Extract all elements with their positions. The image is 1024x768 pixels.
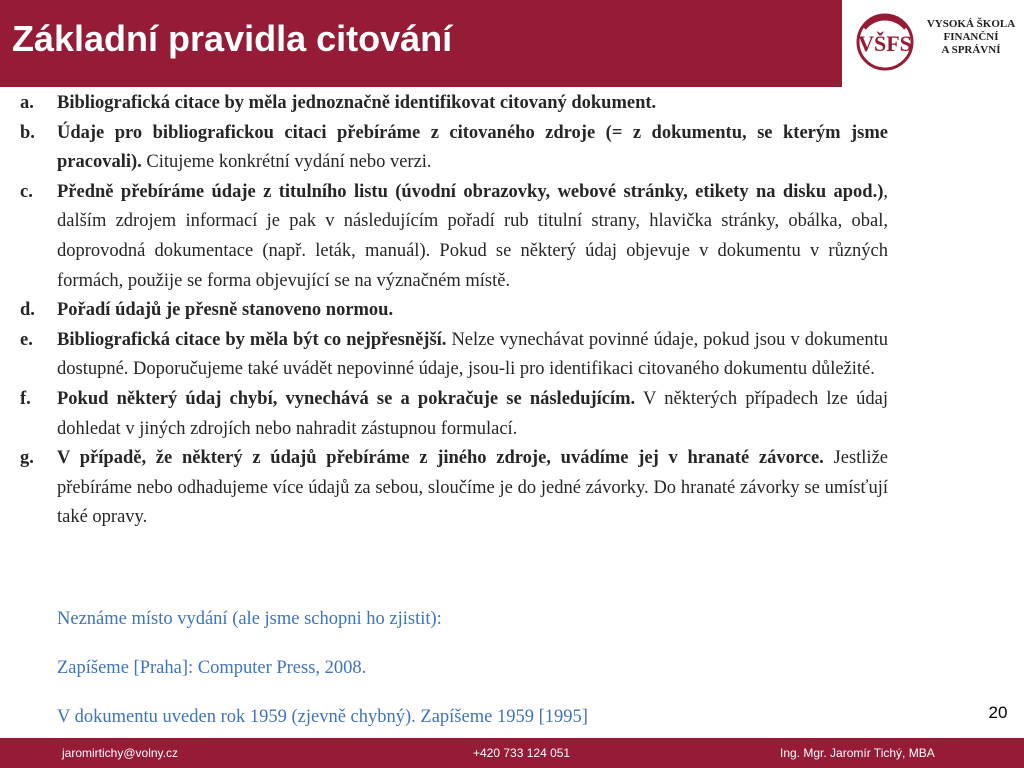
logo-line-2: FINANČNÍ: [943, 31, 999, 43]
example-line-2: Zapíšeme [Praha]: Computer Press, 2008.: [57, 658, 367, 678]
rule-item-f: [20, 385, 888, 444]
logo-text: [922, 18, 1020, 57]
footer-phone: +420 733 124 051: [473, 746, 571, 760]
rule-item-g: [20, 444, 888, 533]
page-number: 20: [988, 703, 1008, 722]
rule-text: Citujeme konkrétní vydání nebo verzi.: [141, 152, 432, 173]
logo-mark-text: VŠFS: [858, 31, 912, 56]
slide-footer: [0, 738, 1024, 768]
rule-text: Jestliže přebíráme nebo odhadujeme více údajů za sebou, sloučíme je do jedné závorky. Do hranaté závorky se umísťují také opravy.: [57, 448, 888, 528]
footer-email: jaromirtichy@volny.cz: [62, 746, 178, 760]
slide-title: Základní pravidla citování: [12, 18, 453, 59]
footer-author: Ing. Mgr. Jaromír Tichý, MBA: [780, 746, 935, 760]
rule-text: , dalším zdrojem informací je pak v následujícím pořadí rub titulní strany, hlavička stránky, obálka, obal, doprovodná dokumentace (např. leták, manuál). Pokud se některý údaj objevuje v dokumentu v různých formách, použije se forma objevující se na význačném místě.: [57, 181, 888, 291]
rule-bold-text: Údaje pro bibliografickou citaci přebíráme z citovaného zdroje (= z dokumentu, se kterým jsme pracovali).: [57, 122, 888, 173]
rule-item-a: [20, 89, 888, 119]
rule-letter: f.: [20, 388, 31, 409]
rule-bold-text: Bibliografická citace by měla být co nejpřesnější.: [57, 329, 447, 350]
rule-item-c: [20, 178, 888, 296]
rules-list: [20, 89, 888, 533]
rule-letter: c.: [20, 181, 33, 202]
rule-letter: d.: [20, 300, 35, 321]
rule-bold-text: Předně přebíráme údaje z titulního listu (úvodní obrazovky, webové stránky, etikety na disku apod.): [57, 181, 884, 202]
rule-bold-text: Bibliografická citace by měla jednoznačně identifikovat citovaný dokument.: [57, 93, 657, 113]
rule-item-e: [20, 326, 888, 385]
school-logo: [842, 0, 1024, 87]
rule-text: V některých případech lze údaj dohledat v jiných zdrojích nebo nahradit zástupnou formulací.: [57, 388, 888, 439]
rule-bold-text: Pokud některý údaj chybí, vynechává se a pokračuje se následujícím.: [57, 388, 636, 409]
example-line-3: V dokumentu uveden rok 1959 (zjevně chybný). Zapíšeme 1959 [1995]: [57, 707, 588, 727]
rule-letter: e.: [20, 329, 33, 350]
vsfs-logo-icon: [854, 8, 916, 76]
example-line-1: Neznáme místo vydání (ale jsme schopni ho zjistit):: [57, 609, 442, 629]
rule-item-b: [20, 119, 888, 178]
rule-text: Nelze vynechávat povinné údaje, pokud jsou v dokumentu dostupné. Doporučujeme také uvádět nepovinné údaje, jsou-li pro identifikaci citovaného dokumentu důležité.: [57, 329, 888, 380]
rule-letter: a.: [20, 93, 34, 113]
rule-letter: g.: [20, 448, 34, 469]
rule-bold-text: Pořadí údajů je přesně stanoveno normou.: [57, 300, 394, 321]
logo-line-3: A SPRÁVNÍ: [941, 44, 1001, 56]
logo-line-1: VYSOKÁ ŠKOLA: [926, 18, 1016, 30]
rule-item-d: [20, 296, 888, 326]
rule-bold-text: V případě, že některý z údajů přebíráme z jiného zdroje, uvádíme jej v hranaté závorce.: [57, 448, 824, 469]
rule-letter: b.: [20, 122, 35, 143]
slide-header: [0, 0, 842, 87]
